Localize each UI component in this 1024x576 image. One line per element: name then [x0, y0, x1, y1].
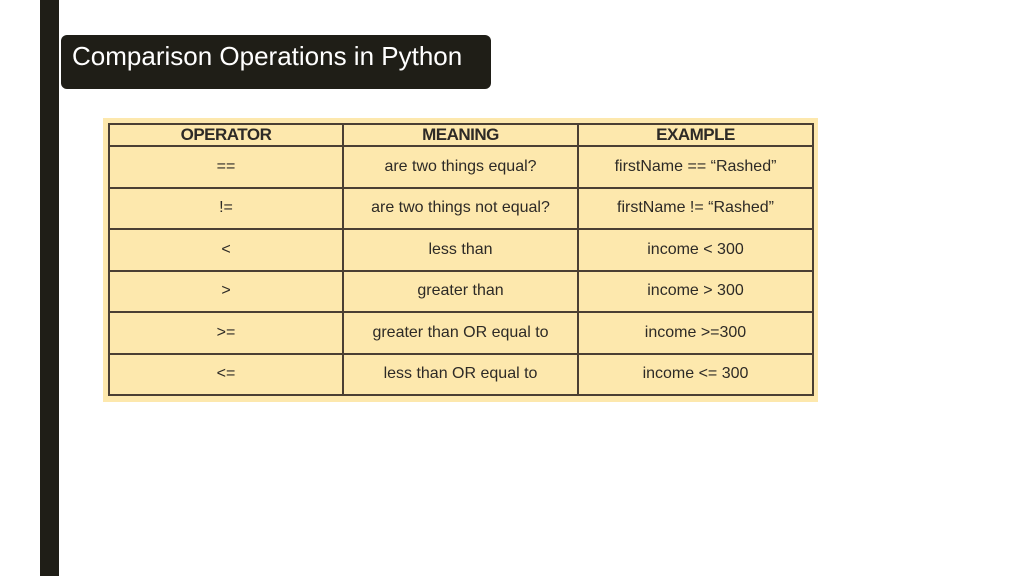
- operator-cell: >: [109, 271, 343, 313]
- comparison-operators-table: [108, 123, 814, 396]
- slide-title: Comparison Operations in Python: [72, 41, 463, 71]
- table-row: [109, 188, 813, 230]
- example-cell: income < 300: [578, 229, 813, 271]
- header-operator: OPERATOR: [109, 124, 343, 146]
- meaning-cell: greater than OR equal to: [343, 312, 578, 354]
- meaning-cell: are two things not equal?: [343, 188, 578, 230]
- meaning-cell: greater than: [343, 271, 578, 313]
- left-accent-bar: [40, 0, 59, 576]
- example-cell: firstName != “Rashed”: [578, 188, 813, 230]
- table-row: [109, 229, 813, 271]
- table-row: [109, 146, 813, 188]
- example-cell: firstName == “Rashed”: [578, 146, 813, 188]
- example-cell: income <= 300: [578, 354, 813, 396]
- meaning-cell: less than OR equal to: [343, 354, 578, 396]
- operator-cell: <=: [109, 354, 343, 396]
- operator-cell: >=: [109, 312, 343, 354]
- header-meaning: MEANING: [343, 124, 578, 146]
- title-banner: [61, 35, 491, 89]
- table-header-row: [109, 124, 813, 146]
- operators-table-container: [103, 118, 818, 402]
- table-row: [109, 354, 813, 396]
- table-row: [109, 271, 813, 313]
- example-cell: income > 300: [578, 271, 813, 313]
- meaning-cell: less than: [343, 229, 578, 271]
- operator-cell: <: [109, 229, 343, 271]
- operator-cell: !=: [109, 188, 343, 230]
- meaning-cell: are two things equal?: [343, 146, 578, 188]
- table-row: [109, 312, 813, 354]
- example-cell: income >=300: [578, 312, 813, 354]
- operator-cell: ==: [109, 146, 343, 188]
- header-example: EXAMPLE: [578, 124, 813, 146]
